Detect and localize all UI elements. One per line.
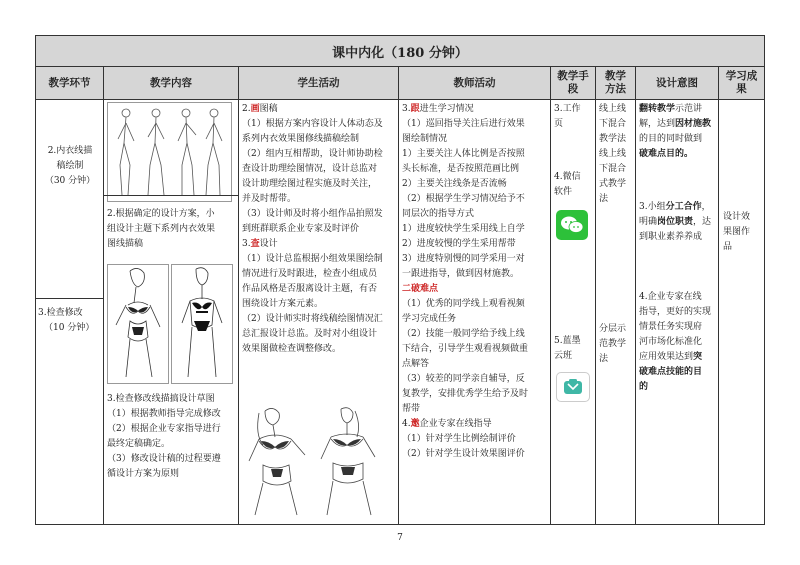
- table-title: 课中内化（180 分钟）: [36, 36, 764, 67]
- student-text: （1）设计总监根据小组效果图绘制: [242, 254, 383, 264]
- student-text: （2）组内互相帮助，设计师协助检: [242, 149, 383, 159]
- method-text: 式教学: [599, 179, 627, 189]
- outcome-text: 果图作: [723, 227, 751, 237]
- content-1-line: 组设计主题下系列内衣效果: [107, 224, 216, 234]
- wechat-icon: [556, 210, 588, 240]
- lingerie-sketch-left: [107, 264, 169, 384]
- lesson-table: [35, 35, 765, 525]
- content-2-line: （3）修改设计稿的过程要遵: [107, 454, 221, 464]
- intent-text: 解，达到因材施教: [639, 119, 712, 129]
- student-text: 效果图做检查调整修改。: [242, 344, 342, 354]
- student-text: 查设计助理绘图情况，设计总监对: [242, 164, 378, 174]
- teacher-text: （1）巡回指导关注后进行效果: [402, 119, 525, 129]
- teacher-text: 头长标准，是否按照范画比例: [402, 164, 520, 174]
- stage-1-line: 稿绘制: [56, 161, 84, 171]
- content-2-line: （1）根据教师指导完成修改: [107, 409, 221, 419]
- intent-text: 的目的同时做到: [639, 134, 703, 144]
- means-column: [551, 100, 596, 525]
- intent-text: 翻转教学示范讲: [639, 104, 703, 114]
- teacher-text: （1）针对学生比例绘制评价: [402, 434, 516, 444]
- student-text: （1）根据方案内容设计人体动态及: [242, 119, 383, 129]
- intent-text: 情景任务实现府: [639, 322, 703, 332]
- teacher-text: 2）主要关注线条是否流畅: [402, 179, 507, 189]
- lingerie-sketch-pair: [245, 405, 393, 517]
- student-text: （3）设计师及时将小组作品拍照发: [242, 209, 383, 219]
- method-column: [596, 100, 636, 525]
- croquis-figure-sketch: [107, 102, 232, 202]
- intent-text: 的: [639, 382, 649, 392]
- means-item-text: 页: [554, 119, 564, 129]
- row-divider: [104, 195, 239, 196]
- teacher-text: 帮带: [402, 404, 421, 414]
- method-text: 范教学: [599, 339, 627, 349]
- intent-text: 河市场化标准化: [639, 337, 703, 347]
- content-1-line: 图线描稿: [107, 239, 144, 249]
- teacher-text: （2）根据学生学习情况给予不: [402, 194, 525, 204]
- teacher-heading-2: 二破难点: [402, 284, 439, 294]
- intent-column: [636, 100, 719, 525]
- student-text: （2）设计师实时将线稿绘图情况汇: [242, 314, 383, 324]
- intent-text: 应用效果达到突: [639, 352, 703, 362]
- means-item-text: 软件: [554, 187, 573, 197]
- outcome-text: 设计效: [723, 212, 751, 222]
- teacher-column: [399, 100, 551, 525]
- method-text: 下混合: [599, 164, 627, 174]
- page-number: 7: [397, 533, 403, 543]
- student-heading-2: 3.查设计: [242, 239, 278, 249]
- stage-1-line: （30 分钟）: [44, 176, 96, 186]
- means-item-text: 3.工作: [554, 104, 581, 114]
- student-heading-1: 2.画图稿: [242, 104, 278, 114]
- intent-text: 破难点技能的目: [639, 367, 703, 377]
- teacher-heading-1: 3.跟进生学习情况: [402, 104, 474, 114]
- student-text: 系列内衣效果图修线描稿绘制: [242, 134, 360, 144]
- teacher-text: 1）进度较快学生采用线上自学: [402, 224, 525, 234]
- intent-text: 破难点目的。: [639, 149, 694, 159]
- method-text: 法: [599, 194, 609, 204]
- means-item-text: 5.蓝墨: [554, 336, 581, 346]
- stage-column: [36, 100, 104, 525]
- content-2-line: （2）根据企业专家指导进行: [107, 424, 221, 434]
- content-2-line: 3.检查修改线描搞设计草图: [107, 394, 215, 404]
- student-text: 情况进行及时跟进，检查小组成员: [242, 269, 378, 279]
- teacher-text: 1）主要关注人体比例是否按照: [402, 149, 525, 159]
- means-item-text: 云班: [554, 351, 573, 361]
- teacher-text: 下结合，引导学生观看视频做重: [402, 344, 529, 354]
- student-column: [239, 100, 399, 525]
- intent-text: 指导，更好的实现: [639, 307, 712, 317]
- method-text: 分层示: [599, 324, 627, 334]
- mosoteach-cloud-class-icon: [556, 372, 590, 402]
- method-text: 线上线: [599, 149, 627, 159]
- student-text: 作品风格是否服离设计主题，有否: [242, 284, 378, 294]
- header-means: 教学手段: [551, 67, 596, 100]
- lingerie-sketch-right: [171, 264, 233, 384]
- student-text: 总汇报设计总监。及时对小组设计: [242, 329, 378, 339]
- teacher-text: 学习完成任务: [402, 314, 457, 324]
- teacher-text: 一跟进指导，做到因材施教。: [402, 269, 520, 279]
- header-stage: 教学环节: [36, 67, 104, 100]
- teacher-text: （2）针对学生设计效果图评价: [402, 449, 525, 459]
- content-column: [104, 100, 239, 525]
- intent-text: 4.企业专家在线: [639, 292, 702, 302]
- row-divider: [36, 298, 104, 299]
- teacher-text: 图绘制情况: [402, 134, 448, 144]
- teacher-text: 2）进度较慢的学生采用帮带: [402, 239, 516, 249]
- stage-1-line: 2.内衣线描: [47, 146, 93, 156]
- means-item-text: 4.微信: [554, 172, 581, 182]
- teacher-text: 3）进度特别慢的同学采用一对: [402, 254, 525, 264]
- content-2-line: 最终定稿确定。: [107, 439, 171, 449]
- teacher-text: 点解答: [402, 359, 430, 369]
- teacher-heading-3: 4.邀企业专家在线指导: [402, 419, 492, 429]
- method-text: 法: [599, 354, 609, 364]
- header-outcome: 学习成果: [719, 67, 764, 100]
- student-text: 到班群联系企业专家及时评价: [242, 224, 360, 234]
- teacher-text: （3）较差的同学亲自辅导，反: [402, 374, 525, 384]
- stage-2-line: 3.检查修改: [38, 308, 83, 318]
- teacher-text: 复教学，安排优秀学生给予及时: [402, 389, 529, 399]
- content-1-line: 2.根据确定的设计方案，小: [107, 209, 215, 219]
- outcome-text: 品: [723, 242, 733, 252]
- method-text: 下混合: [599, 119, 627, 129]
- intent-text: 到职业素养养成: [639, 232, 703, 242]
- method-text: 线上线: [599, 104, 627, 114]
- header-student: 学生活动: [239, 67, 399, 100]
- student-text: 围绕设计方案元素。: [242, 299, 324, 309]
- student-text: 设计助理绘图过程实施及时关注，: [242, 179, 378, 189]
- content-2-line: 循设计方案为原则: [107, 469, 180, 479]
- method-text: 教学法: [599, 134, 627, 144]
- stage-2-line: （10 分钟）: [44, 323, 95, 333]
- teacher-text: 同层次的指导方式: [402, 209, 475, 219]
- teacher-text: （2）技能一般同学给予线上线: [402, 329, 525, 339]
- header-method: 教学方法: [596, 67, 636, 100]
- header-content: 教学内容: [104, 67, 239, 100]
- outcome-column: [719, 100, 764, 525]
- intent-text: 3.小组分工合作，: [639, 202, 711, 212]
- header-intent: 设计意图: [636, 67, 719, 100]
- header-teacher: 教师活动: [399, 67, 551, 100]
- student-text: 并及时帮带。: [242, 194, 297, 204]
- teacher-text: （1）优秀的同学线上观看视频: [402, 299, 525, 309]
- intent-text: 明确岗位职责，达: [639, 217, 712, 227]
